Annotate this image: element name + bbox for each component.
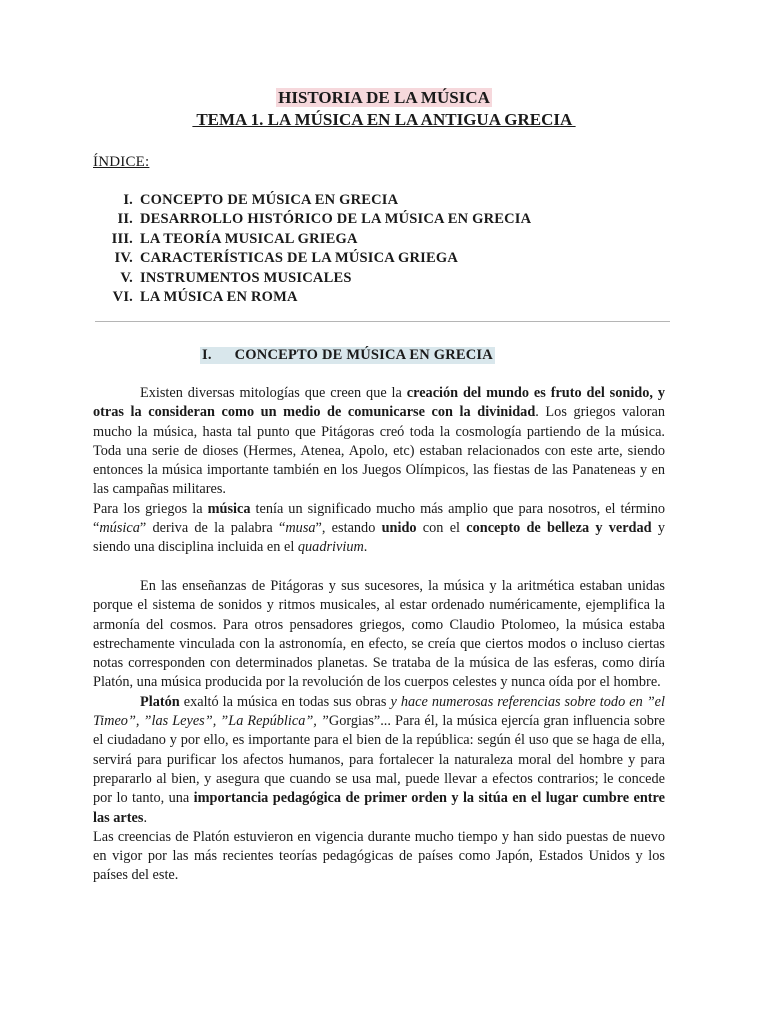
- toc-item: [93, 192, 693, 211]
- toc-item-number: I.: [123, 192, 133, 208]
- paragraph-spacer: [93, 558, 665, 577]
- text-run: .: [143, 809, 148, 826]
- document-subtitle-text: TEMA 1. LA MÚSICA EN LA ANTIGUA GRECIA: [192, 110, 576, 129]
- index-label: ÍNDICE:: [93, 154, 150, 170]
- toc-item-text: CARACTERÍSTICAS DE LA MÚSICA GRIEGA: [140, 250, 459, 267]
- toc-item-number: IV.: [114, 250, 133, 267]
- text-run: exaltó la música en todas sus obras: [179, 693, 391, 710]
- italic-run: música: [99, 520, 140, 537]
- bold-run: concepto de belleza y verdad: [466, 520, 652, 537]
- italic-run: y hace numerosas referencias sobre todo en ”el Timeo”, ”las Leyes”, ”La República”, ”: [93, 693, 665, 730]
- paragraph-4: [93, 693, 665, 828]
- document-subtitle: [0, 110, 768, 130]
- paragraph-1: [93, 384, 665, 500]
- toc-item-text: LA TEORÍA MUSICAL GRIEGA: [140, 230, 358, 247]
- document-title-text: HISTORIA DE LA MÚSICA: [278, 88, 490, 107]
- text-run: tenía un significado mucho más amplio que para nosotros, el término “: [93, 500, 665, 537]
- toc-item-number: II.: [117, 211, 133, 228]
- toc-item-text: CONCEPTO DE MÚSICA EN GRECIA: [140, 192, 399, 208]
- bold-run: música: [207, 500, 251, 517]
- toc-item-number: III.: [111, 230, 133, 247]
- italic-run: musa: [285, 520, 316, 537]
- document-title: [0, 88, 768, 108]
- italic-run: quadrivium: [297, 539, 364, 556]
- text-run: con el: [416, 520, 467, 537]
- text-run: .: [363, 539, 368, 556]
- paragraph-2: [93, 500, 665, 558]
- text-run: . Los griegos valoran mucho la música, hasta tal punto que Pitágoras creó toda la cosmología partiendo de la música. Toda una serie de dioses (Hermes, Atenea, Apolo, etc) estaban relacionados con este arte, siendo entonces la música importante también en los Juegos Olímpicos, las fiestas de las Panateneas y en las campañas militares.: [93, 404, 665, 498]
- section-body: [93, 384, 665, 886]
- toc-item: [93, 211, 693, 230]
- horizontal-divider: [95, 321, 670, 322]
- section-heading: I. CONCEPTO DE MÚSICA EN GRECIA: [202, 347, 493, 363]
- text-run: Para los griegos la: [93, 500, 208, 517]
- toc-item: [93, 270, 693, 289]
- toc-item-text: INSTRUMENTOS MUSICALES: [140, 269, 352, 286]
- text-run: Existen diversas mitologías que creen que la: [140, 385, 407, 401]
- toc-item-text: LA MÚSICA EN ROMA: [140, 288, 298, 305]
- text-run: ” deriva de la palabra “: [139, 520, 286, 537]
- toc-item-number: VI.: [112, 288, 133, 305]
- table-of-contents: [93, 192, 693, 308]
- toc-item: [93, 289, 693, 308]
- toc-item: [93, 250, 693, 269]
- bold-run: creación del mundo es fruto del sonido, y otras la consideran como un medio de comunicarse con la divinidad: [93, 385, 665, 421]
- bold-run: unido: [381, 520, 417, 537]
- toc-item-number: V.: [120, 269, 133, 286]
- text-run: y siendo una disciplina incluida en el: [93, 520, 665, 556]
- bold-run: importancia pedagógica de primer orden y la sitúa en el lugar cumbre entre las artes: [93, 790, 665, 826]
- toc-item: [93, 231, 693, 250]
- paragraph-3: En las enseñanzas de Pitágoras y sus sucesores, la música y la aritmética estaban unidas porque el sistema de sonidos y ritmos musicales, al estar ordenado numéricamente, ejemplifica la armonía del cosmos. Para otros pensadores griegos, como Claudio Ptolomeo, la música estaba estrechamente vinculada con la astronomía, en efecto, se creía que ciertos modos o incluso ciertas notas corresponden con determinados planetas. Se trataba de la música de las esferas, como diría Platón, una música producida por la revolución de los cuerpos celestes y nunca oída por el hombre.: [93, 577, 665, 691]
- toc-item-text: DESARROLLO HISTÓRICO DE LA MÚSICA EN GRECIA: [140, 211, 532, 228]
- text-run: ”, estando: [315, 520, 382, 537]
- bold-run: Platón: [140, 693, 180, 710]
- text-run: Gorgias”... Para él, la música ejercía gran influencia sobre el ciudadano y por ello, es importante para el bien de la república: según él uso que se haga de ella, servirá para purificar los afectos humanos, para fortalecer la naturaleza moral del hombre y para prepararlo al bien, y asegura que cuando se usa mal, puede llevar a efectos contrarios; le concede por lo tanto, una: [93, 713, 665, 807]
- paragraph-5: Las creencias de Platón estuvieron en vigencia durante mucho tiempo y han sido puestas de nuevo en vigor por las más recientes teorías pedagógicas de países como Japón, Estados Unidos y los países del este.: [93, 828, 665, 884]
